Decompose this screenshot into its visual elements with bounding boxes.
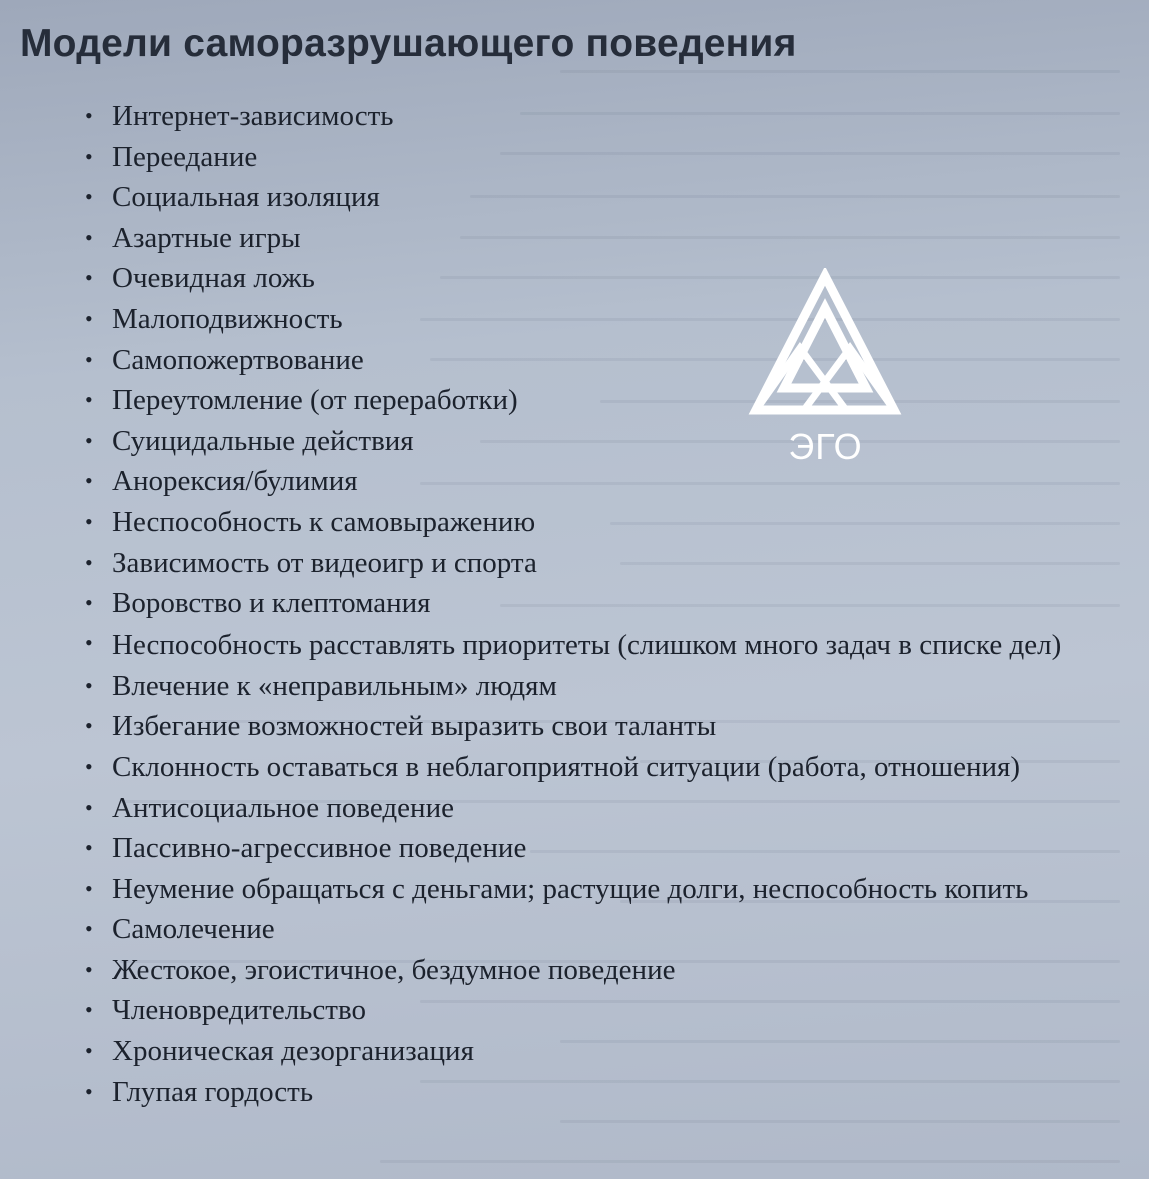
bullet-icon: • [85,224,93,250]
bullet-icon: • [85,427,93,453]
list-item: • Малоподвижность [82,299,1132,340]
bullet-icon: • [85,549,93,575]
list-item: • Хроническая дезорганизация [82,1031,1132,1072]
list-item: • Избегание возможностей выразить свои таланты [82,706,1132,747]
list-item: • Интернет-зависимость [82,96,1132,137]
bullet-icon: • [85,753,93,779]
bullet-icon: • [85,103,93,128]
valknut-triangles-icon [748,268,903,418]
bullet-icon: • [85,508,93,534]
bullet-icon: • [85,956,93,982]
bullet-icon: • [85,672,93,698]
ego-watermark [748,268,903,473]
bullet-icon: • [85,305,93,331]
list-item: • Азартные игры [82,218,1132,259]
list-item: • Очевидная ложь [82,258,1132,299]
list-item: • Неумение обращаться с деньгами; растущие долги, неспособность копить [82,869,1132,910]
bullet-icon: • [85,916,93,942]
bullet-icon: • [85,468,93,494]
bullet-icon: • [85,1078,93,1104]
list-item: • Пассивно-агрессивное поведение [82,828,1132,869]
list-item: • Членовредительство [82,990,1132,1031]
watermark-text: ЭГО [788,426,863,467]
list-item: • Переутомление (от переработки) [82,380,1132,421]
bullet-icon: • [85,1038,93,1064]
bullet-icon: • [85,387,93,413]
list-item: • Самопожертвование [82,340,1132,381]
bullet-icon: • [85,590,93,616]
bullet-icon: • [85,835,93,861]
list-item: • Социальная изоляция [82,177,1132,218]
list-item: • Воровство и клептомания [82,583,1132,624]
list-item: • Склонность оставаться в неблагоприятной ситуации (работа, отношения) [82,747,1132,788]
behavior-list [82,96,1132,1112]
bullet-icon: • [85,265,93,291]
list-item: • Глупая гордость [82,1072,1132,1113]
list-item: • Анорексия/булимия [82,461,1132,502]
list-item: • Самолечение [82,909,1132,950]
list-item: • Переедание [82,137,1132,178]
list-item: • Неспособность расставлять приоритеты (слишком много задач в списке дел) [82,624,1132,666]
list-item: • Зависимость от видеоигр и спорта [82,543,1132,584]
bullet-icon: • [85,346,93,372]
bullet-icon: • [85,629,93,655]
list-item: • Суицидальные действия [82,421,1132,462]
page-title: Модели саморазрушающего поведения [20,22,797,65]
list-item: • Антисоциальное поведение [82,788,1132,829]
bullet-icon: • [85,713,93,739]
bullet-icon: • [85,997,93,1023]
bullet-icon: • [85,143,93,169]
list-item: • Влечение к «неправильным» людям [82,666,1132,707]
bullet-icon: • [85,184,93,210]
list-item: • Жестокое, эгоистичное, бездумное поведение [82,950,1132,991]
list-item: • Неспособность к самовыражению [82,502,1132,543]
bullet-icon: • [85,875,93,901]
bullet-icon: • [85,794,93,820]
